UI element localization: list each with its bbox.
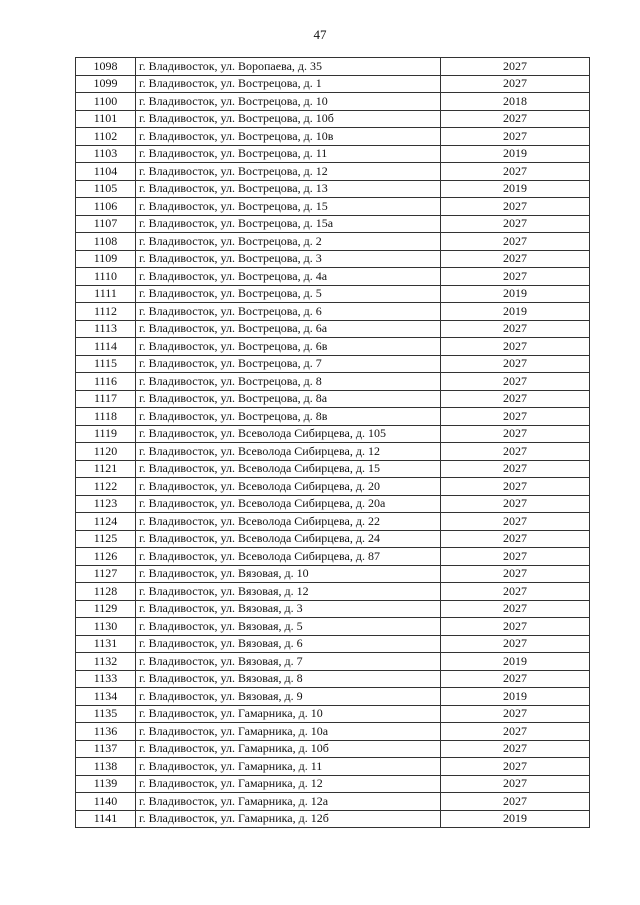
row-number-cell: 1113 xyxy=(76,320,136,338)
table-row xyxy=(76,425,590,443)
table-row xyxy=(76,740,590,758)
year-cell: 2027 xyxy=(441,513,590,531)
year-cell: 2019 xyxy=(441,285,590,303)
address-cell: г. Владивосток, ул. Вострецова, д. 5 xyxy=(136,285,441,303)
address-cell: г. Владивосток, ул. Вострецова, д. 7 xyxy=(136,355,441,373)
address-cell: г. Владивосток, ул. Всеволода Сибирцева, д. 20 xyxy=(136,478,441,496)
table-row xyxy=(76,653,590,671)
row-number-cell: 1130 xyxy=(76,618,136,636)
year-cell: 2027 xyxy=(441,163,590,181)
table-row xyxy=(76,408,590,426)
address-cell: г. Владивосток, ул. Вострецова, д. 15 xyxy=(136,198,441,216)
year-cell: 2027 xyxy=(441,548,590,566)
address-cell: г. Владивосток, ул. Вострецова, д. 12 xyxy=(136,163,441,181)
row-number-cell: 1121 xyxy=(76,460,136,478)
year-cell: 2027 xyxy=(441,793,590,811)
table-row xyxy=(76,495,590,513)
table-row xyxy=(76,548,590,566)
table-row xyxy=(76,670,590,688)
row-number-cell: 1139 xyxy=(76,775,136,793)
year-cell: 2027 xyxy=(441,338,590,356)
address-cell: г. Владивосток, ул. Всеволода Сибирцева, д. 15 xyxy=(136,460,441,478)
address-cell: г. Владивосток, ул. Вязовая, д. 9 xyxy=(136,688,441,706)
row-number-cell: 1132 xyxy=(76,653,136,671)
year-cell: 2027 xyxy=(441,58,590,76)
address-cell: г. Владивосток, ул. Вязовая, д. 7 xyxy=(136,653,441,671)
table-row xyxy=(76,163,590,181)
year-cell: 2027 xyxy=(441,320,590,338)
year-cell: 2027 xyxy=(441,758,590,776)
address-cell: г. Владивосток, ул. Всеволода Сибирцева, д. 12 xyxy=(136,443,441,461)
table-row xyxy=(76,338,590,356)
address-cell: г. Владивосток, ул. Гамарника, д. 10 xyxy=(136,705,441,723)
row-number-cell: 1117 xyxy=(76,390,136,408)
year-cell: 2019 xyxy=(441,653,590,671)
table-row xyxy=(76,233,590,251)
row-number-cell: 1103 xyxy=(76,145,136,163)
table-row xyxy=(76,530,590,548)
table-row xyxy=(76,478,590,496)
year-cell: 2027 xyxy=(441,110,590,128)
address-cell: г. Владивосток, ул. Вострецова, д. 6в xyxy=(136,338,441,356)
table-row xyxy=(76,705,590,723)
table-row xyxy=(76,180,590,198)
year-cell: 2027 xyxy=(441,355,590,373)
year-cell: 2019 xyxy=(441,688,590,706)
row-number-cell: 1136 xyxy=(76,723,136,741)
row-number-cell: 1126 xyxy=(76,548,136,566)
table-row xyxy=(76,58,590,76)
address-table-body xyxy=(76,58,590,828)
table-row xyxy=(76,723,590,741)
row-number-cell: 1120 xyxy=(76,443,136,461)
row-number-cell: 1100 xyxy=(76,93,136,111)
table-row xyxy=(76,373,590,391)
table-row xyxy=(76,110,590,128)
year-cell: 2027 xyxy=(441,390,590,408)
year-cell: 2027 xyxy=(441,740,590,758)
row-number-cell: 1104 xyxy=(76,163,136,181)
year-cell: 2027 xyxy=(441,408,590,426)
row-number-cell: 1101 xyxy=(76,110,136,128)
address-cell: г. Владивосток, ул. Вязовая, д. 3 xyxy=(136,600,441,618)
address-cell: г. Владивосток, ул. Вострецова, д. 10в xyxy=(136,128,441,146)
year-cell: 2027 xyxy=(441,670,590,688)
year-cell: 2027 xyxy=(441,373,590,391)
row-number-cell: 1122 xyxy=(76,478,136,496)
row-number-cell: 1111 xyxy=(76,285,136,303)
year-cell: 2027 xyxy=(441,565,590,583)
year-cell: 2019 xyxy=(441,303,590,321)
table-row xyxy=(76,355,590,373)
address-cell: г. Владивосток, ул. Всеволода Сибирцева, д. 105 xyxy=(136,425,441,443)
address-cell: г. Владивосток, ул. Вязовая, д. 10 xyxy=(136,565,441,583)
table-row xyxy=(76,775,590,793)
table-row xyxy=(76,303,590,321)
year-cell: 2018 xyxy=(441,93,590,111)
address-cell: г. Владивосток, ул. Вязовая, д. 5 xyxy=(136,618,441,636)
year-cell: 2027 xyxy=(441,128,590,146)
row-number-cell: 1098 xyxy=(76,58,136,76)
year-cell: 2027 xyxy=(441,775,590,793)
address-cell: г. Владивосток, ул. Вострецова, д. 13 xyxy=(136,180,441,198)
row-number-cell: 1119 xyxy=(76,425,136,443)
table-row xyxy=(76,635,590,653)
row-number-cell: 1138 xyxy=(76,758,136,776)
year-cell: 2027 xyxy=(441,530,590,548)
table-row xyxy=(76,688,590,706)
address-cell: г. Владивосток, ул. Гамарника, д. 12 xyxy=(136,775,441,793)
address-cell: г. Владивосток, ул. Вострецова, д. 8в xyxy=(136,408,441,426)
year-cell: 2027 xyxy=(441,75,590,93)
year-cell: 2027 xyxy=(441,425,590,443)
address-cell: г. Владивосток, ул. Вострецова, д. 1 xyxy=(136,75,441,93)
table-row xyxy=(76,93,590,111)
address-cell: г. Владивосток, ул. Вострецова, д. 4а xyxy=(136,268,441,286)
table-row xyxy=(76,565,590,583)
row-number-cell: 1141 xyxy=(76,810,136,828)
address-cell: г. Владивосток, ул. Всеволода Сибирцева, д. 24 xyxy=(136,530,441,548)
table-row xyxy=(76,250,590,268)
row-number-cell: 1129 xyxy=(76,600,136,618)
table-row xyxy=(76,460,590,478)
address-cell: г. Владивосток, ул. Всеволода Сибирцева, д. 87 xyxy=(136,548,441,566)
row-number-cell: 1106 xyxy=(76,198,136,216)
row-number-cell: 1112 xyxy=(76,303,136,321)
table-row xyxy=(76,75,590,93)
page-number: 47 xyxy=(313,27,327,42)
row-number-cell: 1131 xyxy=(76,635,136,653)
table-row xyxy=(76,443,590,461)
row-number-cell: 1124 xyxy=(76,513,136,531)
table-row xyxy=(76,215,590,233)
address-cell: г. Владивосток, ул. Вострецова, д. 6 xyxy=(136,303,441,321)
table-row xyxy=(76,600,590,618)
year-cell: 2027 xyxy=(441,723,590,741)
address-cell: г. Владивосток, ул. Вострецова, д. 2 xyxy=(136,233,441,251)
table-row xyxy=(76,758,590,776)
address-cell: г. Владивосток, ул. Вязовая, д. 6 xyxy=(136,635,441,653)
row-number-cell: 1114 xyxy=(76,338,136,356)
table-row xyxy=(76,198,590,216)
address-cell: г. Владивосток, ул. Вострецова, д. 3 xyxy=(136,250,441,268)
address-cell: г. Владивосток, ул. Вострецова, д. 11 xyxy=(136,145,441,163)
year-cell: 2019 xyxy=(441,180,590,198)
row-number-cell: 1128 xyxy=(76,583,136,601)
address-cell: г. Владивосток, ул. Гамарника, д. 10а xyxy=(136,723,441,741)
year-cell: 2027 xyxy=(441,443,590,461)
address-cell: г. Владивосток, ул. Вострецова, д. 10 xyxy=(136,93,441,111)
table-row xyxy=(76,793,590,811)
year-cell: 2019 xyxy=(441,810,590,828)
row-number-cell: 1108 xyxy=(76,233,136,251)
address-cell: г. Владивосток, ул. Вострецова, д. 8а xyxy=(136,390,441,408)
row-number-cell: 1102 xyxy=(76,128,136,146)
table-row xyxy=(76,583,590,601)
address-cell: г. Владивосток, ул. Вязовая, д. 12 xyxy=(136,583,441,601)
table-row xyxy=(76,513,590,531)
address-table xyxy=(75,57,590,828)
year-cell: 2027 xyxy=(441,705,590,723)
address-cell: г. Владивосток, ул. Всеволода Сибирцева, д. 22 xyxy=(136,513,441,531)
table-row xyxy=(76,285,590,303)
address-cell: г. Владивосток, ул. Вострецова, д. 8 xyxy=(136,373,441,391)
row-number-cell: 1109 xyxy=(76,250,136,268)
row-number-cell: 1127 xyxy=(76,565,136,583)
year-cell: 2027 xyxy=(441,600,590,618)
year-cell: 2027 xyxy=(441,250,590,268)
table-row xyxy=(76,618,590,636)
table-row xyxy=(76,390,590,408)
address-cell: г. Владивосток, ул. Вострецова, д. 10б xyxy=(136,110,441,128)
address-cell: г. Владивосток, ул. Вострецова, д. 6а xyxy=(136,320,441,338)
row-number-cell: 1140 xyxy=(76,793,136,811)
address-cell: г. Владивосток, ул. Гамарника, д. 12а xyxy=(136,793,441,811)
row-number-cell: 1116 xyxy=(76,373,136,391)
address-cell: г. Владивосток, ул. Гамарника, д. 11 xyxy=(136,758,441,776)
address-cell: г. Владивосток, ул. Вязовая, д. 8 xyxy=(136,670,441,688)
row-number-cell: 1137 xyxy=(76,740,136,758)
row-number-cell: 1133 xyxy=(76,670,136,688)
year-cell: 2019 xyxy=(441,145,590,163)
address-cell: г. Владивосток, ул. Гамарника, д. 12б xyxy=(136,810,441,828)
year-cell: 2027 xyxy=(441,198,590,216)
row-number-cell: 1135 xyxy=(76,705,136,723)
address-cell: г. Владивосток, ул. Всеволода Сибирцева, д. 20а xyxy=(136,495,441,513)
year-cell: 2027 xyxy=(441,215,590,233)
row-number-cell: 1125 xyxy=(76,530,136,548)
address-cell: г. Владивосток, ул. Вострецова, д. 15а xyxy=(136,215,441,233)
table-row xyxy=(76,128,590,146)
address-cell: г. Владивосток, ул. Гамарника, д. 10б xyxy=(136,740,441,758)
year-cell: 2027 xyxy=(441,478,590,496)
row-number-cell: 1115 xyxy=(76,355,136,373)
year-cell: 2027 xyxy=(441,268,590,286)
table-row xyxy=(76,320,590,338)
year-cell: 2027 xyxy=(441,635,590,653)
row-number-cell: 1105 xyxy=(76,180,136,198)
row-number-cell: 1099 xyxy=(76,75,136,93)
table-row xyxy=(76,810,590,828)
year-cell: 2027 xyxy=(441,460,590,478)
table-row xyxy=(76,268,590,286)
address-cell: г. Владивосток, ул. Воропаева, д. 35 xyxy=(136,58,441,76)
row-number-cell: 1118 xyxy=(76,408,136,426)
year-cell: 2027 xyxy=(441,618,590,636)
year-cell: 2027 xyxy=(441,495,590,513)
table-row xyxy=(76,145,590,163)
row-number-cell: 1134 xyxy=(76,688,136,706)
year-cell: 2027 xyxy=(441,233,590,251)
row-number-cell: 1110 xyxy=(76,268,136,286)
year-cell: 2027 xyxy=(441,583,590,601)
row-number-cell: 1107 xyxy=(76,215,136,233)
row-number-cell: 1123 xyxy=(76,495,136,513)
